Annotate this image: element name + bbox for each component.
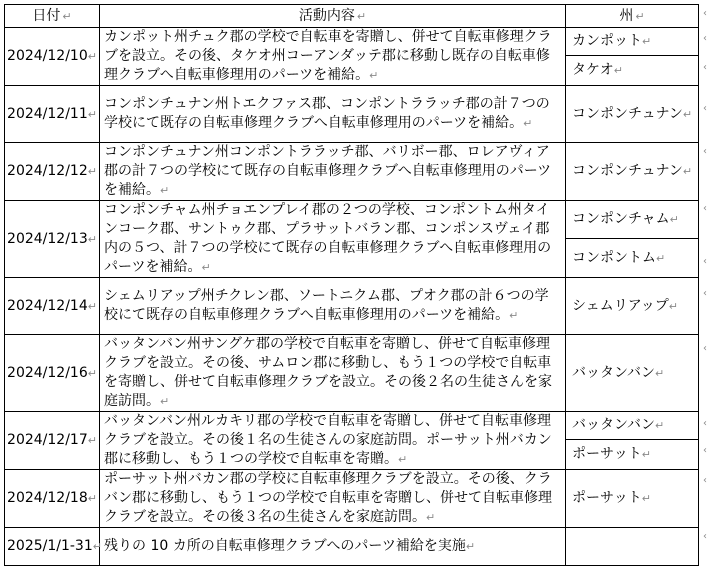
province-cell: コンポンチュナン↵	[566, 86, 699, 143]
activity-cell: カンポット州チュク郡の学校で自転車を寄贈し、併せて自転車修理クラブを設立。その後、タケオ州コーアンダッテ郡に移動し既存の自転車修理クラブへ自転車修理用のパーツを補給。↵	[100, 28, 566, 86]
activity-cell: 残りの 10 カ所の自転車修理クラブへのパーツ補給を実施↵	[100, 528, 566, 566]
table-row	[5, 86, 699, 143]
province-cell: カンポット↵	[566, 28, 699, 56]
province-cell: バッタンバン↵	[566, 335, 699, 412]
row-end-mark: ‹	[703, 103, 707, 114]
province-cell: バッタンバン↵	[566, 412, 699, 440]
date-cell: 2024/12/10↵	[5, 28, 100, 86]
activity-cell: コンポンチュナン州コンポントララッチ郡、バリボー郡、ロレアヴィア郡の計７つの学校にて既存の自転車修理クラブへ自転車修理用のパーツを補給。↵	[100, 143, 566, 201]
province-cell: コンポンチャム↵	[566, 201, 699, 239]
date-cell: 2024/12/18↵	[5, 470, 100, 528]
province-cell: ポーサット↵	[566, 470, 699, 528]
activity-cell: シェムリアップ州チクレン郡、ソートニクム郡、プオク郡の計６つの学校にて既存の自転車修理クラブへ自転車修理用のパーツを補給。↵	[100, 278, 566, 335]
activity-cell: コンポンチュナン州トエクファス郡、コンポントララッチ郡の計７つの学校にて既存の自転車修理クラブへ自転車修理用のパーツを補給。↵	[100, 86, 566, 143]
row-end-mark: ‹	[703, 256, 707, 267]
date-cell: 2024/12/11↵	[5, 86, 100, 143]
activity-table	[4, 4, 699, 566]
table-row	[5, 528, 699, 566]
activity-cell: コンポンチャム州チョエンプレイ郡の２つの学校、コンポントム州タインコーク郡、サントゥク郡、プラサットバラン郡、コンポンスヴェイ郡内の５つ、計７つの学校にて既存の自転車修理クラブへ自転車修理用のパーツを補給。↵	[100, 201, 566, 278]
province-cell: シェムリアップ↵	[566, 278, 699, 335]
row-end-mark: ‹	[703, 445, 707, 456]
activity-cell: バッタンバン州サングケ郡の学校で自転車を寄贈し、併せて自転車修理クラブを設立。その後、サムロン郡に移動し、もう１つの学校で自転車を寄贈し、併せて自転車修理クラブを設立。その後２名の生徒さんを家庭訪問。↵	[100, 335, 566, 412]
activity-cell: バッタンバン州ルカキリ郡の学校で自転車を寄贈し、併せて自転車修理クラブを設立。その後１名の生徒さんの家庭訪問。ポーサット州バカン郡に移動し、もう１つの学校で自転車を寄贈。↵	[100, 412, 566, 470]
row-end-mark: ‹	[703, 288, 707, 299]
row-end-mark: ‹	[703, 33, 707, 44]
province-cell: タケオ↵	[566, 56, 699, 86]
row-end-mark: ‹	[703, 203, 707, 214]
row-end-mark: ‹	[703, 146, 707, 157]
province-cell: コンポンチュナン↵	[566, 143, 699, 201]
table-row	[5, 143, 699, 201]
province-cell: ポーサット↵	[566, 440, 699, 470]
header-row	[5, 5, 699, 28]
row-end-mark: ‹	[703, 343, 707, 354]
date-cell: 2024/12/13↵	[5, 201, 100, 278]
row-end-mark: ‹	[703, 8, 707, 19]
activity-cell: ポーサット州バカン郡の学校に自転車修理クラブを設立。その後、クラバン郡に移動し、もう１つの学校で自転車を寄贈し、併せて自転車修理クラブを設立。その後３名の生徒さんを家庭訪問。↵	[100, 470, 566, 528]
row-end-mark: ‹	[703, 531, 707, 542]
date-cell: 2024/12/14↵	[5, 278, 100, 335]
date-cell: 2024/12/16↵	[5, 335, 100, 412]
row-end-mark: ‹	[703, 475, 707, 486]
table-row	[5, 201, 699, 239]
date-cell: 2024/12/17↵	[5, 412, 100, 470]
header-activity: 活動内容 ↵	[100, 5, 566, 28]
date-cell: 2024/12/12↵	[5, 143, 100, 201]
row-end-mark: ‹	[703, 418, 707, 429]
table-row	[5, 412, 699, 440]
province-cell	[566, 528, 699, 566]
header-date: 日付 ↵	[5, 5, 100, 28]
row-end-mark: ‹	[703, 62, 707, 73]
table-row	[5, 470, 699, 528]
date-cell: 2025/1/1-31↵	[5, 528, 100, 566]
table-row	[5, 28, 699, 56]
table-row	[5, 335, 699, 412]
table-row	[5, 278, 699, 335]
header-province: 州 ↵	[566, 5, 699, 28]
province-cell: コンポントム↵	[566, 239, 699, 278]
